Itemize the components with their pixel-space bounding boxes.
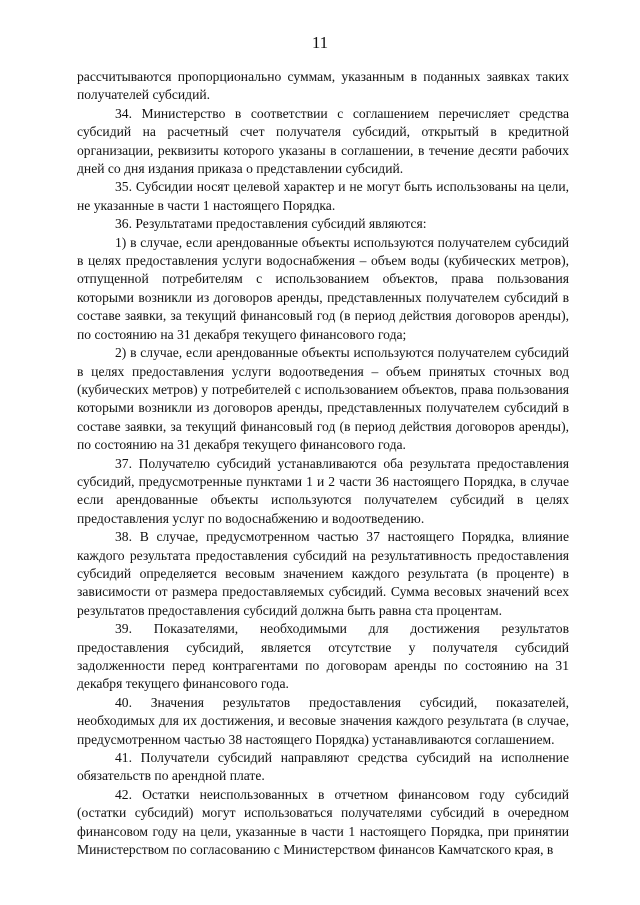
paragraph-40: 40. Значения результатов предоставления субсидий, показателей, необходимых для их достижения, и весовые значения каждого результата (в случае, предусмотренном частью 38 настоящего Порядка) устанавливаются соглашением. <box>77 694 569 747</box>
paragraph-36-item-1: 1) в случае, если арендованные объекты используются получателем субсидий в целях предоставления услуги водоснабжения – объем воды (кубических метров), отпущенной потребителям с использованием объектов, права пользования которыми возникли из договоров аренды, представленных получателем субсидий в составе заявки, за текущий финансовый год (в период действия договоров аренды), по состоянию на 31 декабря текущего финансового года; <box>77 234 569 342</box>
paragraph-37: 37. Получателю субсидий устанавливаются оба результата предоставления субсидий, предусмотренные пунктами 1 и 2 части 36 настоящего Порядка, в случае если арендованные объекты используются получателем субсидий в целях предоставления услуг по водоснабжению и водоотведению. <box>77 455 569 526</box>
paragraph-34: 34. Министерство в соответствии с соглашением перечисляет средства субсидий на расчетный счет получателя субсидий, открытый в кредитной организации, реквизиты которого указаны в соглашении, в течение десяти рабочих дней со дня издания приказа о представлении субсидий. <box>77 105 569 177</box>
paragraph-36: 36. Результатами предоставления субсидий являются: <box>115 216 427 232</box>
paragraph-continuation: рассчитываются пропорционально суммам, указанным в поданных заявках таких получателей субсидий. <box>77 69 569 103</box>
paragraph-36-item-2: 2) в случае, если арендованные объекты используются получателем субсидий в целях предоставления услуги водоотведения – объем принятых сточных вод (кубических метров) у потребителей с использованием объектов, права пользования которыми возникли из договоров аренды, представленных получателем субсидий в составе заявки, за текущий финансовый год (в период действия договоров аренды), по состоянию на 31 декабря текущего финансового года. <box>77 345 569 453</box>
page-number: 11 <box>311 33 329 52</box>
paragraph-42: 42. Остатки неиспользованных в отчетном финансовом году субсидий (остатки субсидий) могут использоваться получателями субсидий в очередном финансовом году на цели, указанные в части 1 настоящего Порядка, при принятии Министерством по согласованию с Министерством финансов Камчатского края, в <box>77 786 569 858</box>
paragraph-41: 41. Получатели субсидий направляют средства субсидий на исполнение обязательств по арендной плате. <box>77 750 569 784</box>
paragraph-35: 35. Субсидии носят целевой характер и не могут быть использованы на цели, не указанные в части 1 настоящего Порядка. <box>77 179 569 213</box>
paragraph-39: 39. Показателями, необходимыми для достижения результатов предоставления субсидий, является отсутствие у получателя субсидий задолженности перед контрагентами по договорам аренды по состоянию на 31 декабря текущего финансового года. <box>77 621 569 692</box>
document-body <box>77 68 569 859</box>
paragraph-38: 38. В случае, предусмотренном частью 37 настоящего Порядка, влияние каждого результата предоставления субсидий на результативность предоставления субсидий определяется весовым значением каждого результата (в проценте) в зависимости от размера предоставляемых субсидий. Сумма весовых значений всех результатов предоставления субсидий должна быть равна ста процентам. <box>77 529 569 618</box>
